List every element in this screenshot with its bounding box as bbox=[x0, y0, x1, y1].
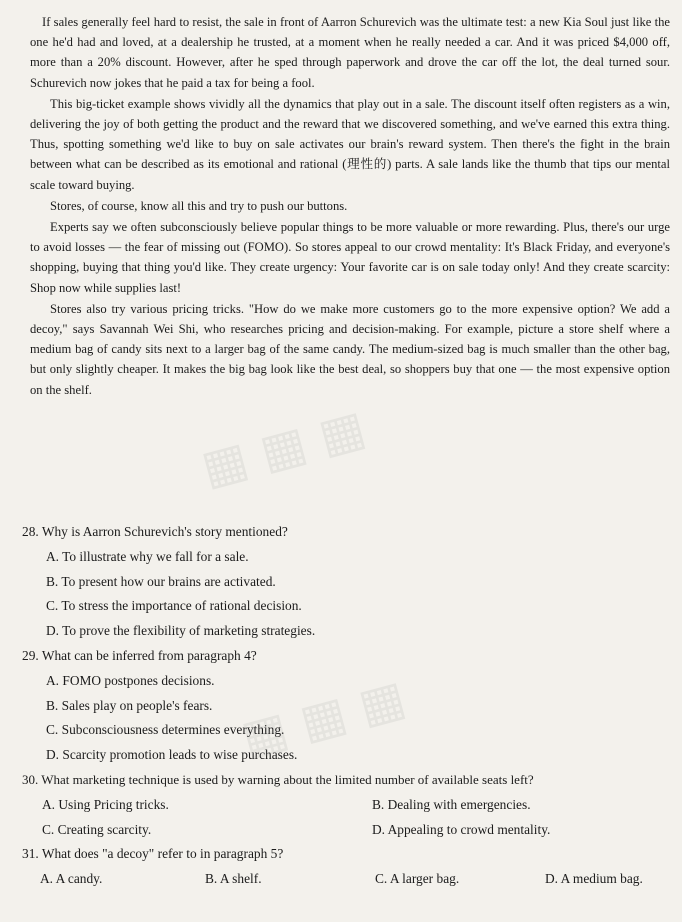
paragraph-4: Experts say we often subconsciously believe popular things to be more valuable or more rewarding. Plus, there's our urge to avoid losses — the fear of missing out (FOMO). So stores appeal to our crowd mentality: It's Black Friday, and everyone's shopping, buying that thing you'd like. They create urgency: Your favorite car is on sale today only! And they create scarcity: Shop now while supplies last! bbox=[30, 220, 670, 295]
paragraph-5: Stores also try various pricing tricks. "How do we make more customers go to the more expensive option? We add a decoy," says Savannah Wei Shi, who researches pricing and decision-making. For example, picture a store shelf where a medium bag of candy sits next to a larger bag of the same candy. The medium-sized bag is much smaller than the other bag, but only slightly cheaper. It makes the big bag look like the best deal, so shoppers buy that one — the most expensive option on the shelf. bbox=[30, 301, 670, 397]
question-29-option-b: B. Sales play on people's fears. bbox=[46, 697, 213, 713]
question-28-option-d: D. To prove the flexibility of marketing strategies. bbox=[46, 623, 316, 639]
reading-passage bbox=[30, 12, 670, 401]
question-31-options bbox=[40, 867, 672, 892]
question-31-option-a: A. A candy. bbox=[40, 871, 103, 887]
question-28-option-a: A. To illustrate why we fall for a sale. bbox=[46, 548, 249, 564]
question-29-option-d: D. Scarcity promotion leads to wise purchases. bbox=[46, 747, 298, 763]
paragraph-3: Stores, of course, know all this and try to push our buttons. bbox=[50, 198, 348, 213]
question-30-option-b: B. Dealing with emergencies. bbox=[372, 796, 531, 812]
question-28-stem: 28. Why is Aarron Schurevich's story mentioned? bbox=[22, 524, 288, 539]
question-30-option-c: C. Creating scarcity. bbox=[42, 821, 152, 837]
question-28-option-b: B. To present how our brains are activated. bbox=[46, 573, 276, 589]
question-31-option-d: D. A medium bag. bbox=[545, 871, 643, 887]
paragraph-1: If sales generally feel hard to resist, the sale in front of Aarron Schurevich was the ultimate test: a new Kia Soul just like the one he'd had and loved, at a dealership he trusted, at a moment when he really needed a car. And it was priced $4,000 off, more than a 20% discount. However, after he sped through paperwork and drove the car off the lot, the deal turned sour. Schurevich now jokes that he paid a tax for being a fool. bbox=[30, 15, 670, 90]
question-30-options bbox=[42, 793, 672, 843]
question-31-option-c: C. A larger bag. bbox=[375, 871, 460, 887]
faint-watermark: ▦ ▦ ▦ bbox=[195, 399, 371, 497]
question-31-stem: 31. What does "a decoy" refer to in paragraph 5? bbox=[22, 846, 284, 862]
question-30-option-d: D. Appealing to crowd mentality. bbox=[372, 821, 551, 837]
question-28-option-c: C. To stress the importance of rational decision. bbox=[46, 598, 302, 614]
question-29-stem: 29. What can be inferred from paragraph 4? bbox=[22, 647, 257, 663]
question-31-option-b: B. A shelf. bbox=[205, 871, 262, 887]
paragraph-2: This big-ticket example shows vividly all the dynamics that play out in a sale. The discount itself often registers as a win, delivering the joy of both getting the product and the reward that we discovered something, and we've earned this extra thing. Thus, spotting something we'd like to buy on sale activates our brain's reward system. Then there's the fight in the brain between what can be described as its emotional and rational (理性的) parts. A sale lands like the thumb that tips our mental scale toward buying. bbox=[30, 96, 670, 192]
question-29-option-c: C. Subconsciousness determines everything. bbox=[46, 722, 285, 738]
question-30-option-a: A. Using Pricing tricks. bbox=[42, 796, 169, 812]
question-list bbox=[22, 520, 672, 892]
question-29-option-a: A. FOMO postpones decisions. bbox=[46, 672, 215, 688]
faint-watermark-lower: ▦ ▦ ▦ bbox=[235, 669, 411, 767]
question-30-stem: 30. What marketing technique is used by warning about the limited number of available seats left? bbox=[22, 771, 534, 787]
